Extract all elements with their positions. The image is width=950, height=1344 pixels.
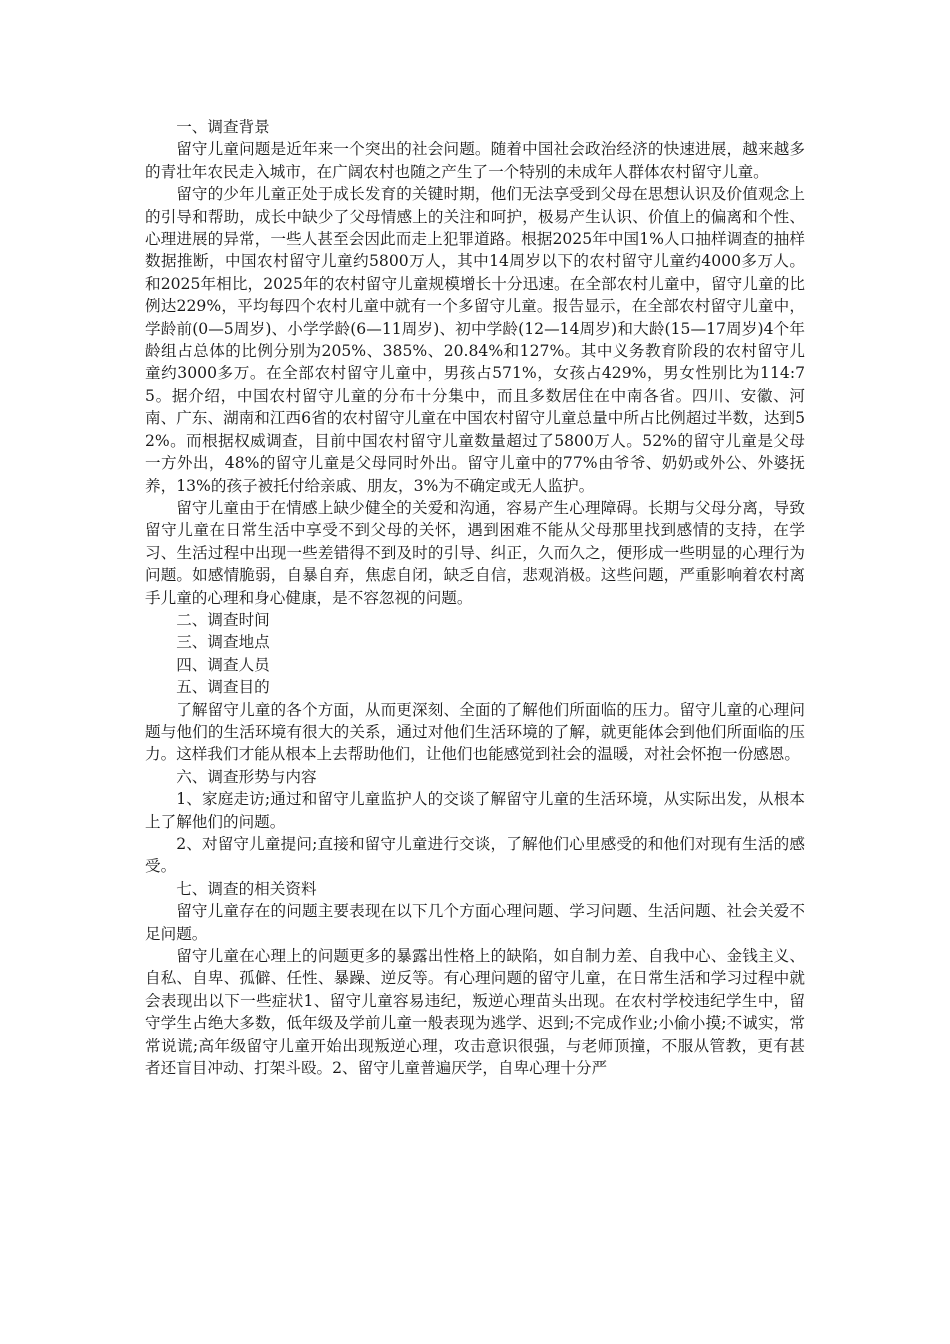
paragraph: 留守儿童问题是近年来一个突出的社会问题。随着中国社会政治经济的快速进展，越来越多的青壮年农民走入城市，在广阔农村也随之产生了一个特别的未成年人群体农村留守儿童。 (145, 140, 805, 181)
heading-survey-background: 一、调查背景 (176, 118, 270, 136)
heading-survey-time: 二、调查时间 (176, 610, 270, 629)
heading-survey-location: 三、调查地点 (176, 633, 270, 652)
paragraph: 了解留守儿童的各个方面，从而更深刻、全面的了解他们所面临的压力。留守儿童的心理问题与他们的生活环境有很大的关系，通过对他们生活环境的了解，就更能体会到他们所面临的压力。这样我们才能从根本上去帮助他们，让他们也能感觉到社会的温暖，对社会怀抱一份感恩。 (145, 700, 805, 764)
paragraph: 留守儿童在心理上的问题更多的暴露出性格上的缺陷，如自制力差、自我中心、金钱主义、自私、自卑、孤僻、任性、暴躁、逆反等。有心理问题的留守儿童，在日常生活和学习过程中就会表现出以下一些症状1、留守儿童容易违纪，叛逆心理苗头出现。在农村学校违纪学生中，留守学生占绝大多数，低年级及学前儿童一般表现为逃学、迟到;不完成作业;小偷小摸;不诚实，常常说谎;高年级留守儿童开始出现叛逆心理，攻击意识很强，与老师顶撞，不服从管教，更有甚者还盲目冲动、打架斗殴。2、留守儿童普遍厌学，自卑心理十分严 (145, 947, 805, 1078)
paragraph: 留守儿童由于在情感上缺少健全的关爱和沟通，容易产生心理障碍。长期与父母分离，导致留守儿童在日常生活中享受不到父母的关怀，遇到困难不能从父母那里找到感情的支持，在学习、生活过程中出现一些差错得不到及时的引导、纠正，久而久之，便形成一些明显的心理行为问题。如感情脆弱，自暴自弃，焦虑自闭，缺乏自信，悲观消极。这些问题，严重影响着农村离手儿童的心理和身心健康，是不容忽视的问题。 (145, 498, 805, 607)
list-item: 2、对留守儿童提问;直接和留守儿童进行交谈，了解他们心里感受的和他们对现有生活的感受。 (145, 835, 805, 876)
heading-survey-personnel: 四、调查人员 (176, 655, 270, 674)
paragraph: 留守的少年儿童正处于成长发育的关键时期，他们无法享受到父母在思想认识及价值观念上的引导和帮助，成长中缺少了父母情感上的关注和呵护，极易产生认识、价值上的偏离和个性、心理进展的异常，一些人甚至会因此而走上犯罪道路。根据2025年中国1%人口抽样调查的抽样数据推断，中国农村留守儿童约5800万人，其中14周岁以下的农村留守儿童约4000多万人。和2025年相比，2025年的农村留守儿童规模增长十分迅速。在全部农村儿童中，留守儿童的比例达229%，平均每四个农村儿童中就有一个多留守儿童。报告显示，在全部农村留守儿童中，学龄前(0—5周岁)、小学学龄(6—11周岁)、初中学龄(12—14周岁)和大龄(15—17周岁)4个年龄组占总体的比例分别为205%、385%、20.84%和127%。其中义务教育阶段的农村留守儿童约3000多万。在全部农村留守儿童中，男孩占571%，女孩占429%，男女性别比为114:75。据介绍，中国农村留守儿童的分布十分集中，而且多数居住在中南各省。四川、安徽、河南、广东、湖南和江西6省的农村留守儿童在中国农村留守儿童总量中所占比例超过半数，达到52%。而根据权威调查，目前中国农村留守儿童数量超过了5800万人。52%的留守儿童是父母一方外出，48%的留守儿童是父母同时外出。留守儿童中的77%由爷爷、奶奶或外公、外婆抚养，13%的孩子被托付给亲戚、朋友，3%为不确定或无人监护。 (145, 185, 805, 495)
list-item: 1、家庭走访;通过和留守儿童监护人的交谈了解留守儿童的生活环境，从实际出发，从根本上了解他们的问题。 (145, 790, 805, 831)
heading-survey-form-content: 六、调查形势与内容 (176, 767, 317, 786)
paragraph: 留守儿童存在的问题主要表现在以下几个方面心理问题、学习问题、生活问题、社会关爱不足问题。 (145, 902, 805, 943)
document-body (145, 116, 805, 1079)
heading-survey-purpose: 五、调查目的 (176, 678, 270, 697)
heading-related-materials: 七、调查的相关资料 (176, 879, 317, 898)
